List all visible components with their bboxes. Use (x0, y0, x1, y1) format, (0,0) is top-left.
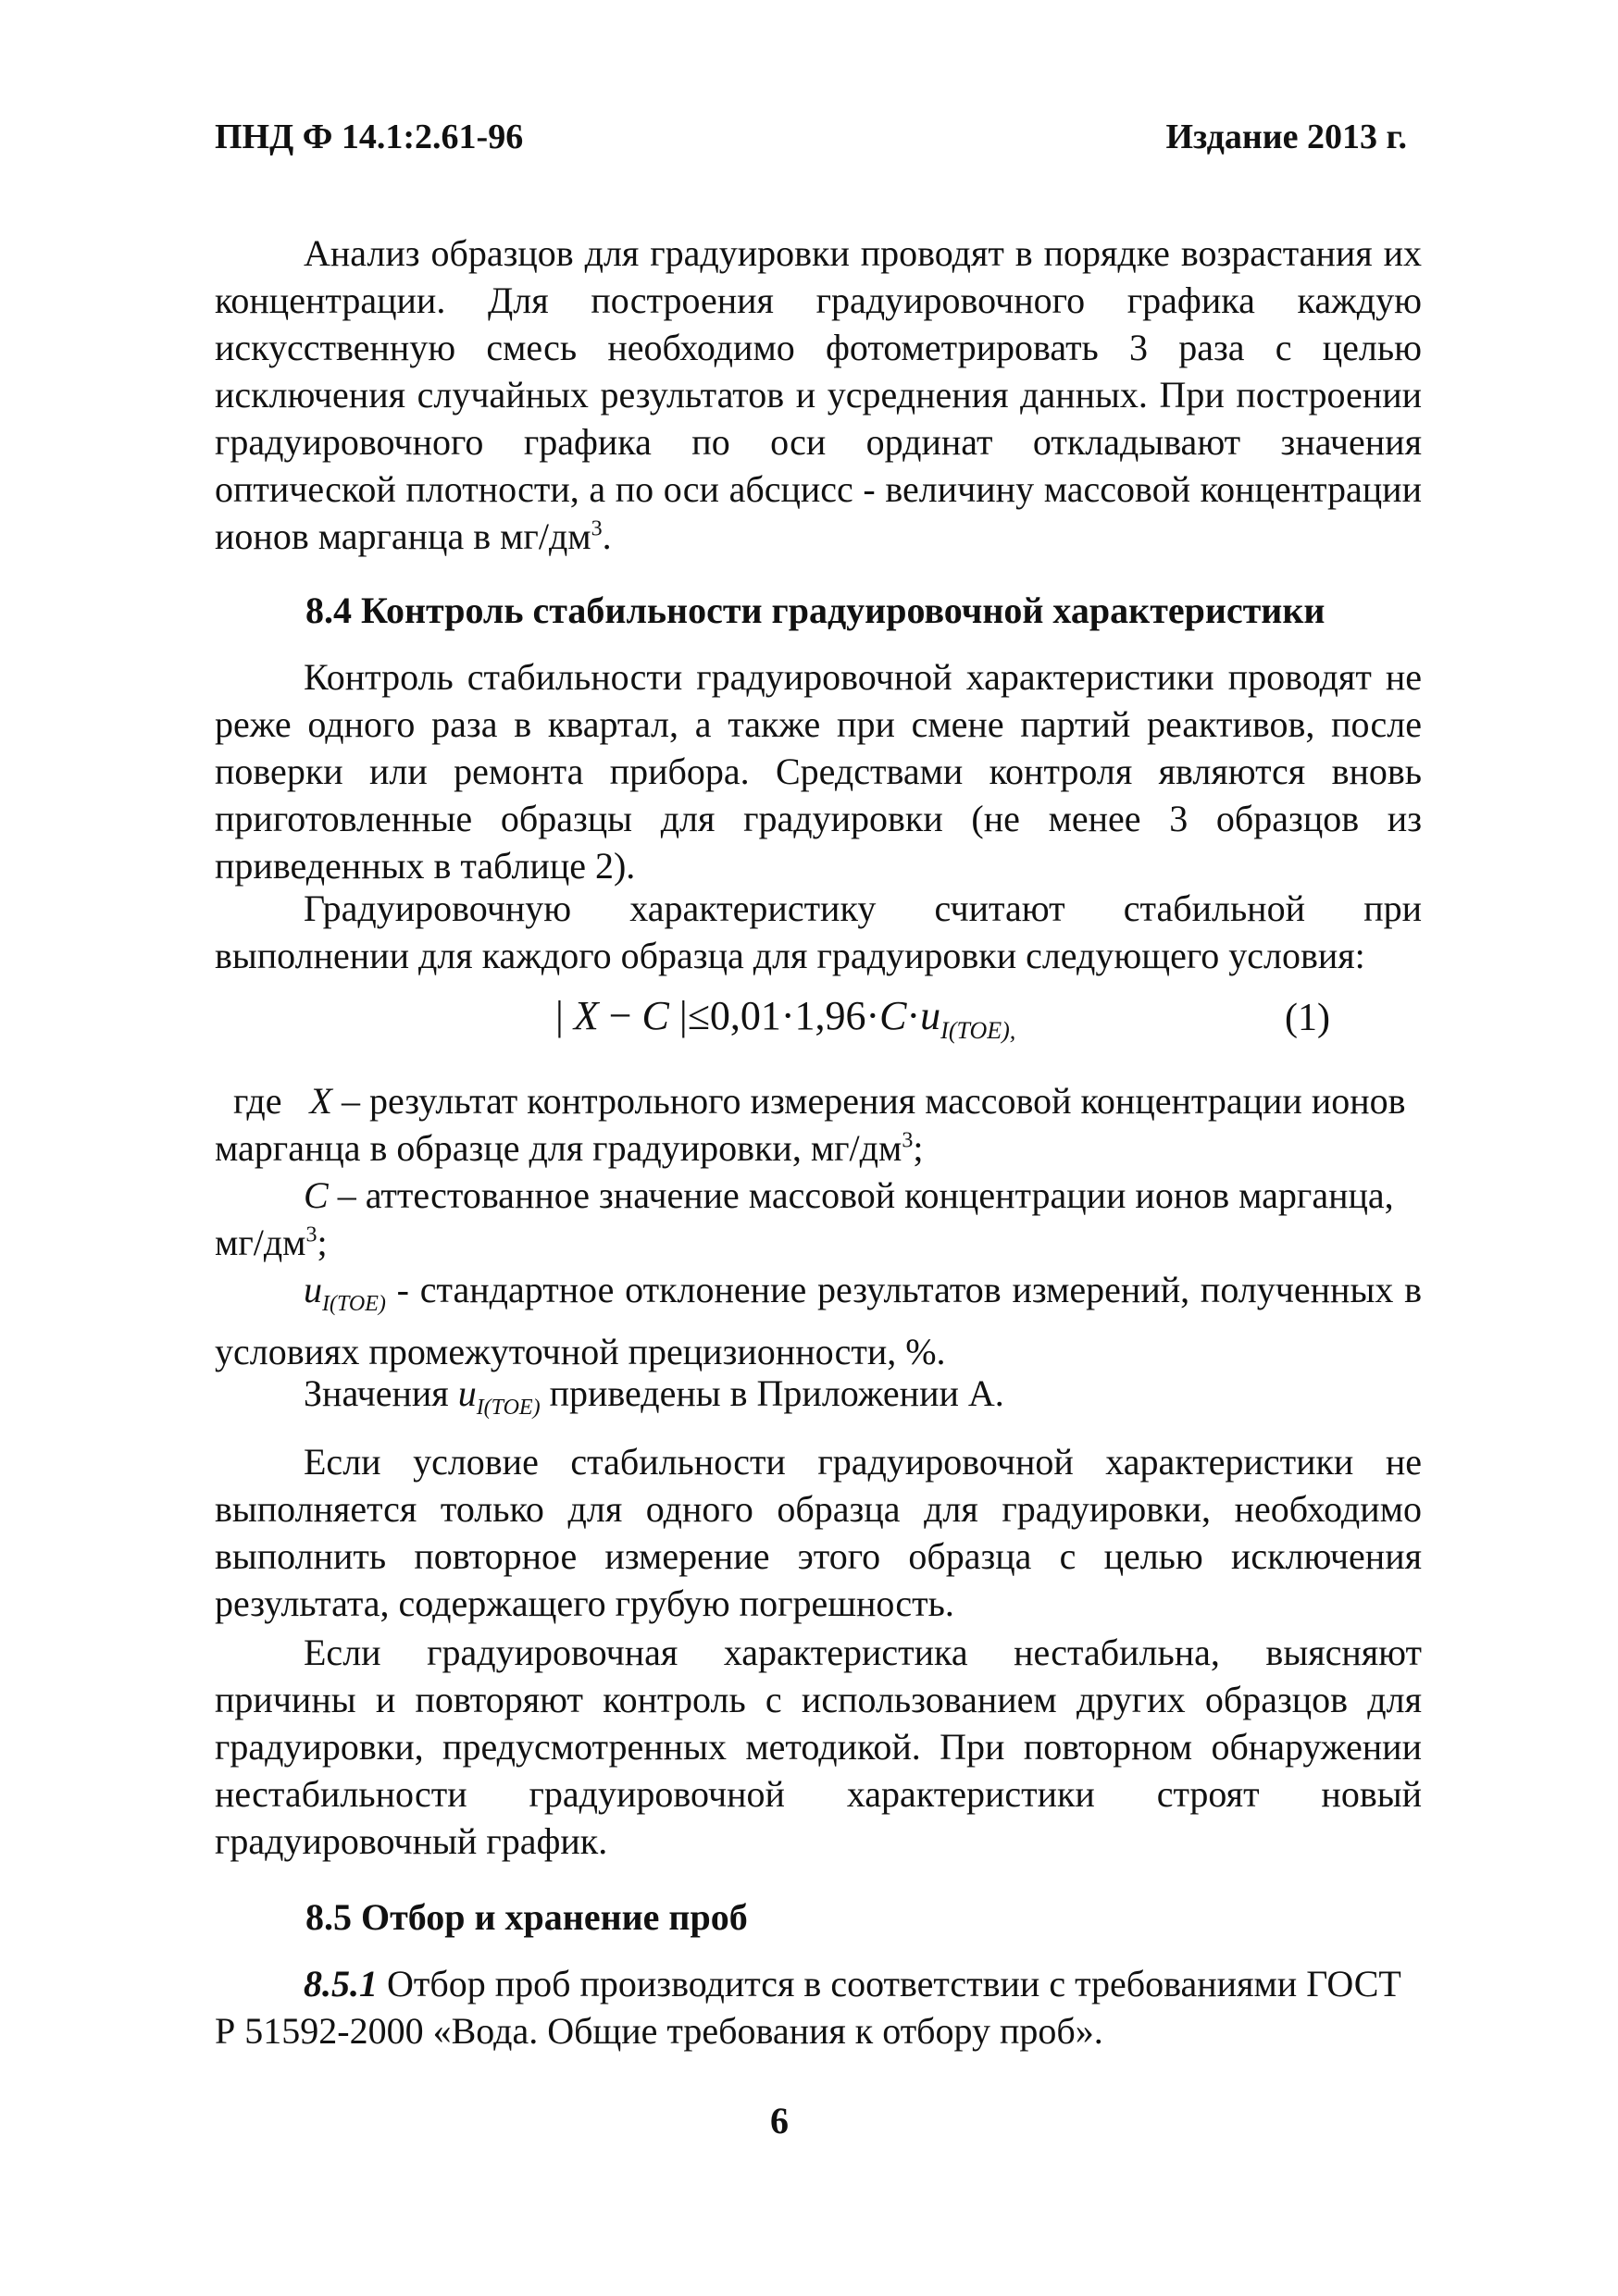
paragraph-end: . (602, 515, 612, 557)
paragraph-stability-control: Контроль стабильности градуировочной характеристики проводят не реже одного раза в квартал, а также при смене партий реактивов, после поверки или ремонта прибора. Средствами контроля являются вновь приготовленные образцы для градуировки (не менее 3 образцов из приведенных в таблице 2). (215, 656, 1422, 887)
values-reference (215, 1370, 1422, 1432)
values-prefix: Значения (304, 1372, 458, 1414)
page-number: 6 (770, 2100, 789, 2141)
section-heading-8-5: 8.5 Отбор и хранение проб (305, 1896, 748, 1938)
paragraph-stability-condition: Градуировочную характеристику считают стабильной при выполнении для каждого образца для градуировки следующего условия: (215, 887, 1422, 976)
superscript: 3 (305, 1222, 317, 1247)
formula-minus: − (598, 993, 642, 1038)
where-label: где (233, 1080, 282, 1122)
equation-number: (1) (1285, 997, 1330, 1039)
formula-relation: ≤0,01·1,96· (687, 993, 880, 1038)
edition-label: Издание 2013 г. (1165, 118, 1407, 156)
superscript: 3 (591, 516, 603, 541)
paragraph-calibration-analysis (215, 230, 1422, 560)
formula-dot: · (906, 993, 921, 1038)
clause-text: Отбор проб производится в соответствии с требованиями ГОСТ Р 51592-2000 «Вода. Общие требования к отбору проб». (215, 1963, 1401, 2052)
definition-c-text: – аттестованное значение массовой концентрации ионов марганца, мг/дм (215, 1174, 1394, 1263)
formula-x: X (573, 993, 599, 1038)
paragraph-8-5-1 (215, 1960, 1422, 2054)
symbol-u (457, 1372, 541, 1420)
paragraph-single-sample: Если условие стабильности градуировочной характеристики не выполняется только для одного образца для градуировки, необходимо выполнить повторное измерение этого образца с целью исключения результата, содержащего грубую погрешность. (215, 1441, 1422, 1624)
values-suffix: приведены в Приложении А. (540, 1372, 1004, 1414)
superscript: 3 (902, 1128, 914, 1153)
symbol-u-letter: u (304, 1269, 322, 1310)
definition-c (215, 1172, 1422, 1266)
formula-u-subscript: I(TOE), (940, 1016, 1016, 1044)
clause-number: 8.5.1 (304, 1963, 378, 2004)
definition-u-text: - стандартное отклонение результатов измерений, полученных в условиях промежуточной прецизионности, %. (215, 1269, 1422, 1372)
definition-u (215, 1266, 1422, 1375)
symbol-u-subscript: I(TOE) (322, 1292, 386, 1316)
formula-u: u (920, 993, 941, 1038)
symbol-u-letter: u (457, 1372, 477, 1414)
formula-c2: C (879, 993, 907, 1038)
symbol-u-subscript: I(TOE) (476, 1396, 541, 1420)
section-heading-8-4: 8.4 Контроль стабильности градуировочной характеристики (305, 590, 1326, 631)
document-code: ПНД Ф 14.1:2.61-96 (215, 118, 524, 156)
stability-formula (555, 992, 1015, 1045)
definition-x-text: – результат контрольного измерения массовой концентрации ионов марганца в образце для градуировки, мг/дм (215, 1080, 1406, 1169)
paragraph-unstable: Если градуировочная характеристика нестабильна, выясняют причины и повторяют контроль с использованием других образцов для градуировки, предусмотренных методикой. При повторном обнаружении нестабильности градуировочной характеристики строят новый градуировочный график. (215, 1632, 1422, 1862)
formula-c: C (641, 993, 669, 1038)
definition-end: ; (317, 1222, 328, 1263)
formula-bar: | (555, 993, 564, 1038)
symbol-x: X (309, 1080, 332, 1122)
symbol-c: C (304, 1174, 329, 1216)
definition-x (215, 1077, 1422, 1172)
formula-bar: | (668, 993, 688, 1038)
paragraph-text: Анализ образцов для градуировки проводят в порядке возрастания их концентрации. Для построения градуировочного графика каждую искусственную смесь необходимо фотометрировать 3 раза с целью исключения случайных результатов и усреднения данных. При построении градуировочного графика по оси ординат откладывают значения оптической плотности, а по оси абсцисс - величину массовой концентрации ионов марганца в мг/дм (215, 232, 1422, 557)
definition-end: ; (913, 1127, 924, 1169)
symbol-u (304, 1269, 386, 1316)
